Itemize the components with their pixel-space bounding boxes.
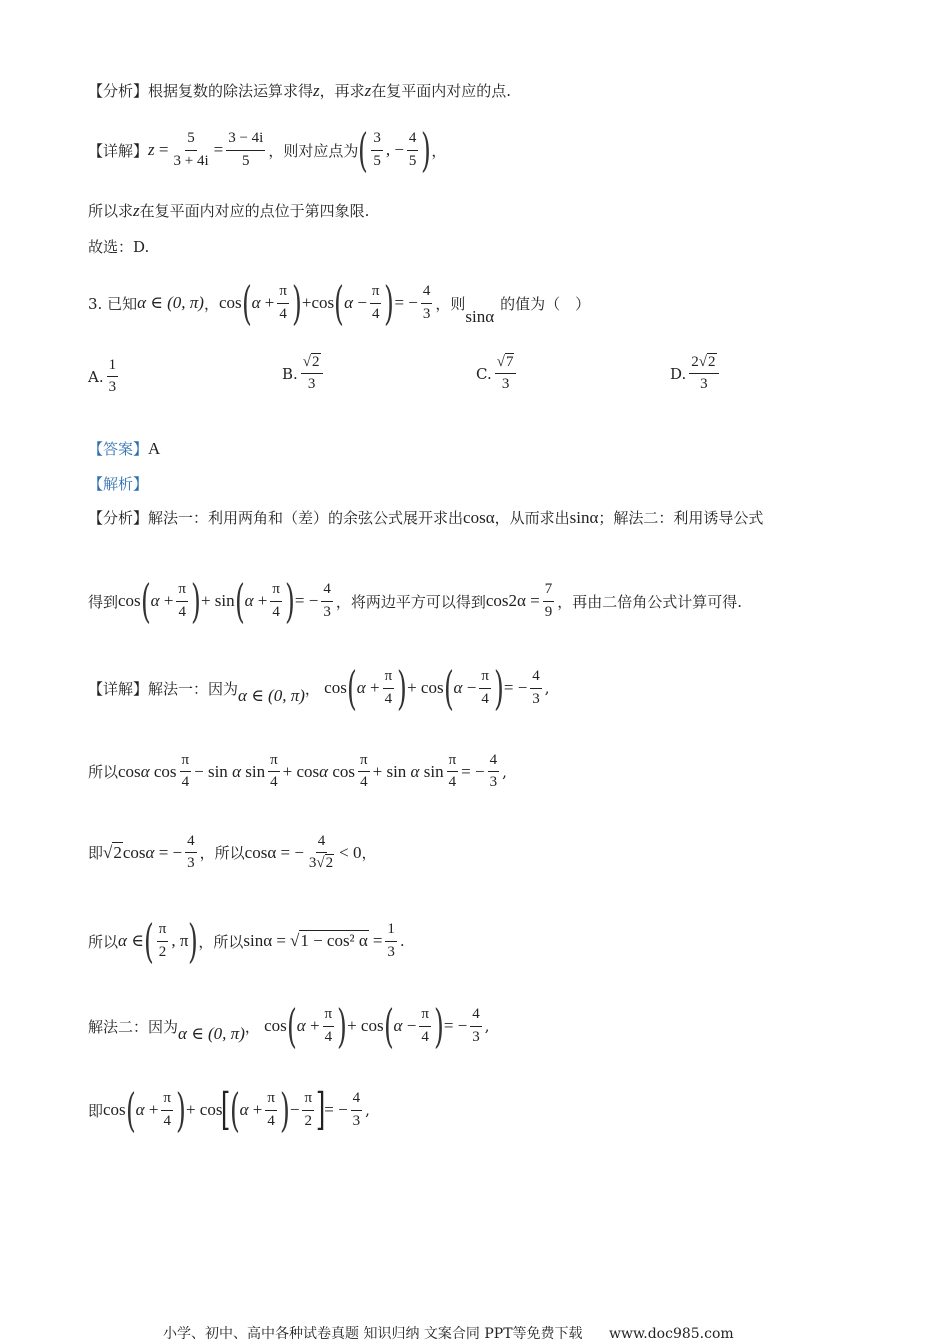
method-2: 解法二：因为 α ∈ (0, π) ， cos ( α + $\frac{\pi}{4}$ ) + cos ( α − $\frac{\pi}{4}$ ) = − $\frac{4}{3}$ , — [88, 999, 490, 1053]
conclusion-line: 所以求 z 在复平面内对应的点位于第四象限. — [88, 200, 370, 220]
option-b[interactable]: B. $\frac{√2}{3}$ — [282, 354, 326, 394]
step-3: 所以 α ∈ ( $\frac{\pi}{2}$ , π ) ，所以 sinα = √1 − cos² α = $\frac{1}{3}$ . — [88, 914, 405, 968]
analysis-tag: 【分析】 — [88, 82, 149, 100]
analysis-line: 【分析】 根据复数的除法运算求得 z ，再求 z 在复平面内对应的点. — [88, 80, 512, 100]
choice-line: 故选：D. — [88, 238, 150, 256]
fraction: $\frac{3}{5}$ — [373, 130, 381, 169]
detail-line: 【详解】 z = $\frac{5}{3 + 4i}$ = $\frac{3 - 4i}{5}$ ，则对应点为 ( $\frac{3}{5}$ , − $\frac{4}{5}$ ) ， — [88, 123, 447, 177]
option-a[interactable]: A. $\frac{1}{3}$ — [88, 357, 117, 396]
footer — [163, 1323, 734, 1343]
option-d[interactable]: D. $\frac{2√2}{3}$ — [670, 354, 722, 394]
option-c[interactable]: C. $\frac{√7}{3}$ — [476, 354, 519, 394]
detail-tag: 【详解】 — [88, 141, 149, 160]
fraction: $\frac{3 - 4i}{5}$ — [228, 130, 264, 169]
answer-line: 【答案】 A — [88, 438, 161, 458]
jiexi-tag: 【解析】 — [88, 475, 149, 493]
fraction: $\frac{4}{5}$ — [408, 130, 417, 169]
jiexi-line — [88, 473, 148, 494]
fraction: $\frac{5}{3 + 4i}$ — [173, 130, 209, 169]
method-2-step: 即 cos ( α + $\frac{\pi}{4}$ ) + cos [ ( α + $\frac{\pi}{4}$ ) − $\frac{\pi}{2}$ ] = − $\frac{4}{3}$ , — [88, 1083, 370, 1137]
fenxi-line-2: 得到 cos ( α + $\frac{\pi}{4}$ ) + sin ( α + $\frac{\pi}{4}$ ) = − $\frac{4}{3}$ ，将两边平方可以得到 cos2α = $\frac{7}{9}$ ，再由二倍角公式计算可得. — [88, 574, 743, 628]
xiangjie-line: 【详解】 解法一：因为 α ∈ (0, π) ， cos ( α + $\frac{\pi}{4}$ ) + cos ( α − $\frac{\pi}{4}$ ) = − $\frac{4}{3}$ , — [88, 661, 550, 715]
footer-text: 小学、初中、高中各种试卷真题 知识归纳 文案合同 PPT等免费下载 — [163, 1326, 583, 1342]
fenxi-line: 【分析】 解法一：利用两角和（差）的余弦公式展开求出 cosα ，从而求出 sinα ；解法二：利用诱导公式 — [88, 507, 764, 527]
answer-tag: 【答案】 — [88, 440, 149, 458]
step-2: 即 √2cosα = − $\frac{4}{3}$ ，所以 cosα = − $\frac{4}{3√2}$ < 0 ， — [88, 833, 377, 872]
footer-url[interactable]: www.doc985.com — [608, 1326, 734, 1342]
step-1: 所以 cosα cos $\frac{\pi}{4}$ − sin α sin $\frac{\pi}{4}$ + cosα cos $\frac{\pi}{4}$ + sin α sin $\frac{\pi}{4}$ = − $\frac{4}{3}$ , — [88, 752, 507, 791]
question-3: 3. 已知 α ∈ (0, π) ， cos ( α + $\frac{\pi}{4}$ ) + cos ( α − $\frac{\pi}{4}$ ) = − $\frac{4}{3}$ ，则 sinα 的值为（ ） — [88, 276, 591, 330]
